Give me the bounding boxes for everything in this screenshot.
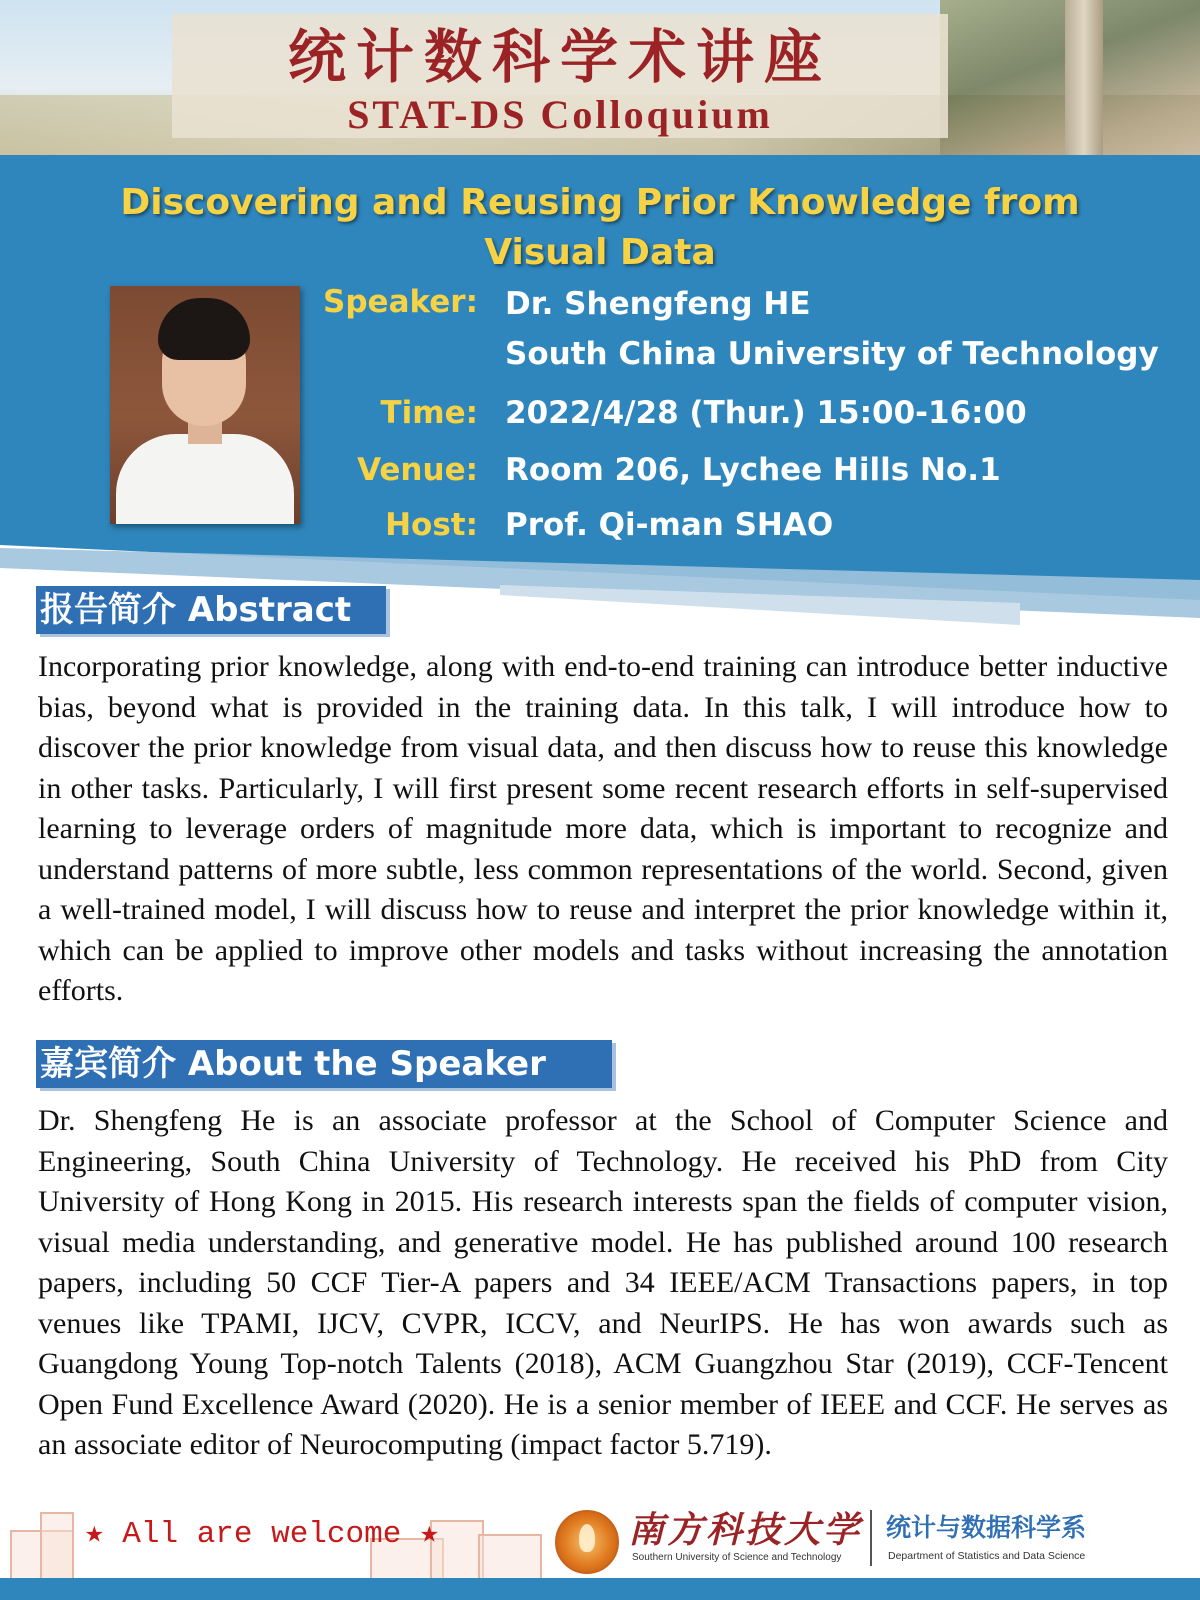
footer-divider xyxy=(870,1510,872,1566)
venue-label: Venue: xyxy=(357,452,478,488)
bottom-bar xyxy=(0,1578,1200,1600)
colloquium-title-english: STAT-DS Colloquium xyxy=(347,92,773,137)
speaker-affiliation: South China University of Technology xyxy=(505,336,1159,372)
palm-trunk-decoration xyxy=(1065,0,1103,160)
host-label: Host: xyxy=(385,507,478,543)
talk-title: Discovering and Reusing Prior Knowledge from Visual Data xyxy=(120,182,1080,273)
speaker-photo xyxy=(110,286,300,524)
department-name-chinese: 统计与数据科学系 xyxy=(886,1513,1087,1542)
welcome-text: All are welcome xyxy=(122,1517,402,1552)
department-name-english: Department of Statistics and Data Science xyxy=(888,1550,1086,1562)
abstract-heading: 报告简介 Abstract xyxy=(36,586,386,634)
time-label: Time: xyxy=(380,395,478,431)
abstract-text: Incorporating prior knowledge, along with end-to-end training can introduce better inductive bias, beyond what is provided in the training data. In this talk, I will introduce how to discover the prior knowledge from visual data, and then discuss how to reuse this knowledge in other tasks. Particularly, I will first present some recent research efforts in self-supervised learning to leverage orders of magnitude more data, which is important to recognize and understand patterns of more subtle, less common representations of the world. Second, given a well-trained model, I will discuss how to reuse and interpret the prior knowledge within it, which can be applied to improve other models and tasks without increasing the annotation efforts. xyxy=(38,650,1168,1007)
about-speaker-text: Dr. Shengfeng He is an associate professor at the School of Computer Science and Engineering, South China University of Technology. He received his PhD from City University of Hong Kong in 2015. His research interests span the fields of computer vision, visual media understanding, and generative model. He has published around 100 research papers, including 50 CCF Tier-A papers and 34 IEEE/ACM Transactions papers, in top venues like TPAMI, IJCV, CVPR, ICCV, and NeurIPS. He has won awards such as Guangdong Young Top-notch Talents (2018), ACM Guangzhou Star (2019), CCF-Tencent Open Fund Excellence Award (2020). He is a senior member of IEEE and CCF. He serves as an associate editor of Neurocomputing (impact factor 5.719). xyxy=(38,1104,1168,1461)
star-icon-right: ★ xyxy=(419,1517,439,1552)
speaker-label: Speaker: xyxy=(323,284,478,320)
university-name-chinese: 南方科技大学 xyxy=(628,1509,863,1551)
about-speaker-heading: 嘉宾简介 About the Speaker xyxy=(36,1040,612,1088)
star-icon-left: ★ xyxy=(85,1517,104,1552)
university-name-english: Southern University of Science and Technology xyxy=(632,1552,842,1563)
welcome-message xyxy=(85,1515,439,1555)
time-value: 2022/4/28 (Thur.) 15:00-16:00 xyxy=(505,395,1027,431)
host-value: Prof. Qi-man SHAO xyxy=(505,507,834,543)
colloquium-title-chinese: 统计数科学术讲座 xyxy=(287,23,832,91)
university-seal-logo xyxy=(555,1510,619,1574)
speaker-name: Dr. Shengfeng HE xyxy=(505,286,811,322)
venue-value: Room 206, Lychee Hills No.1 xyxy=(505,452,1001,488)
